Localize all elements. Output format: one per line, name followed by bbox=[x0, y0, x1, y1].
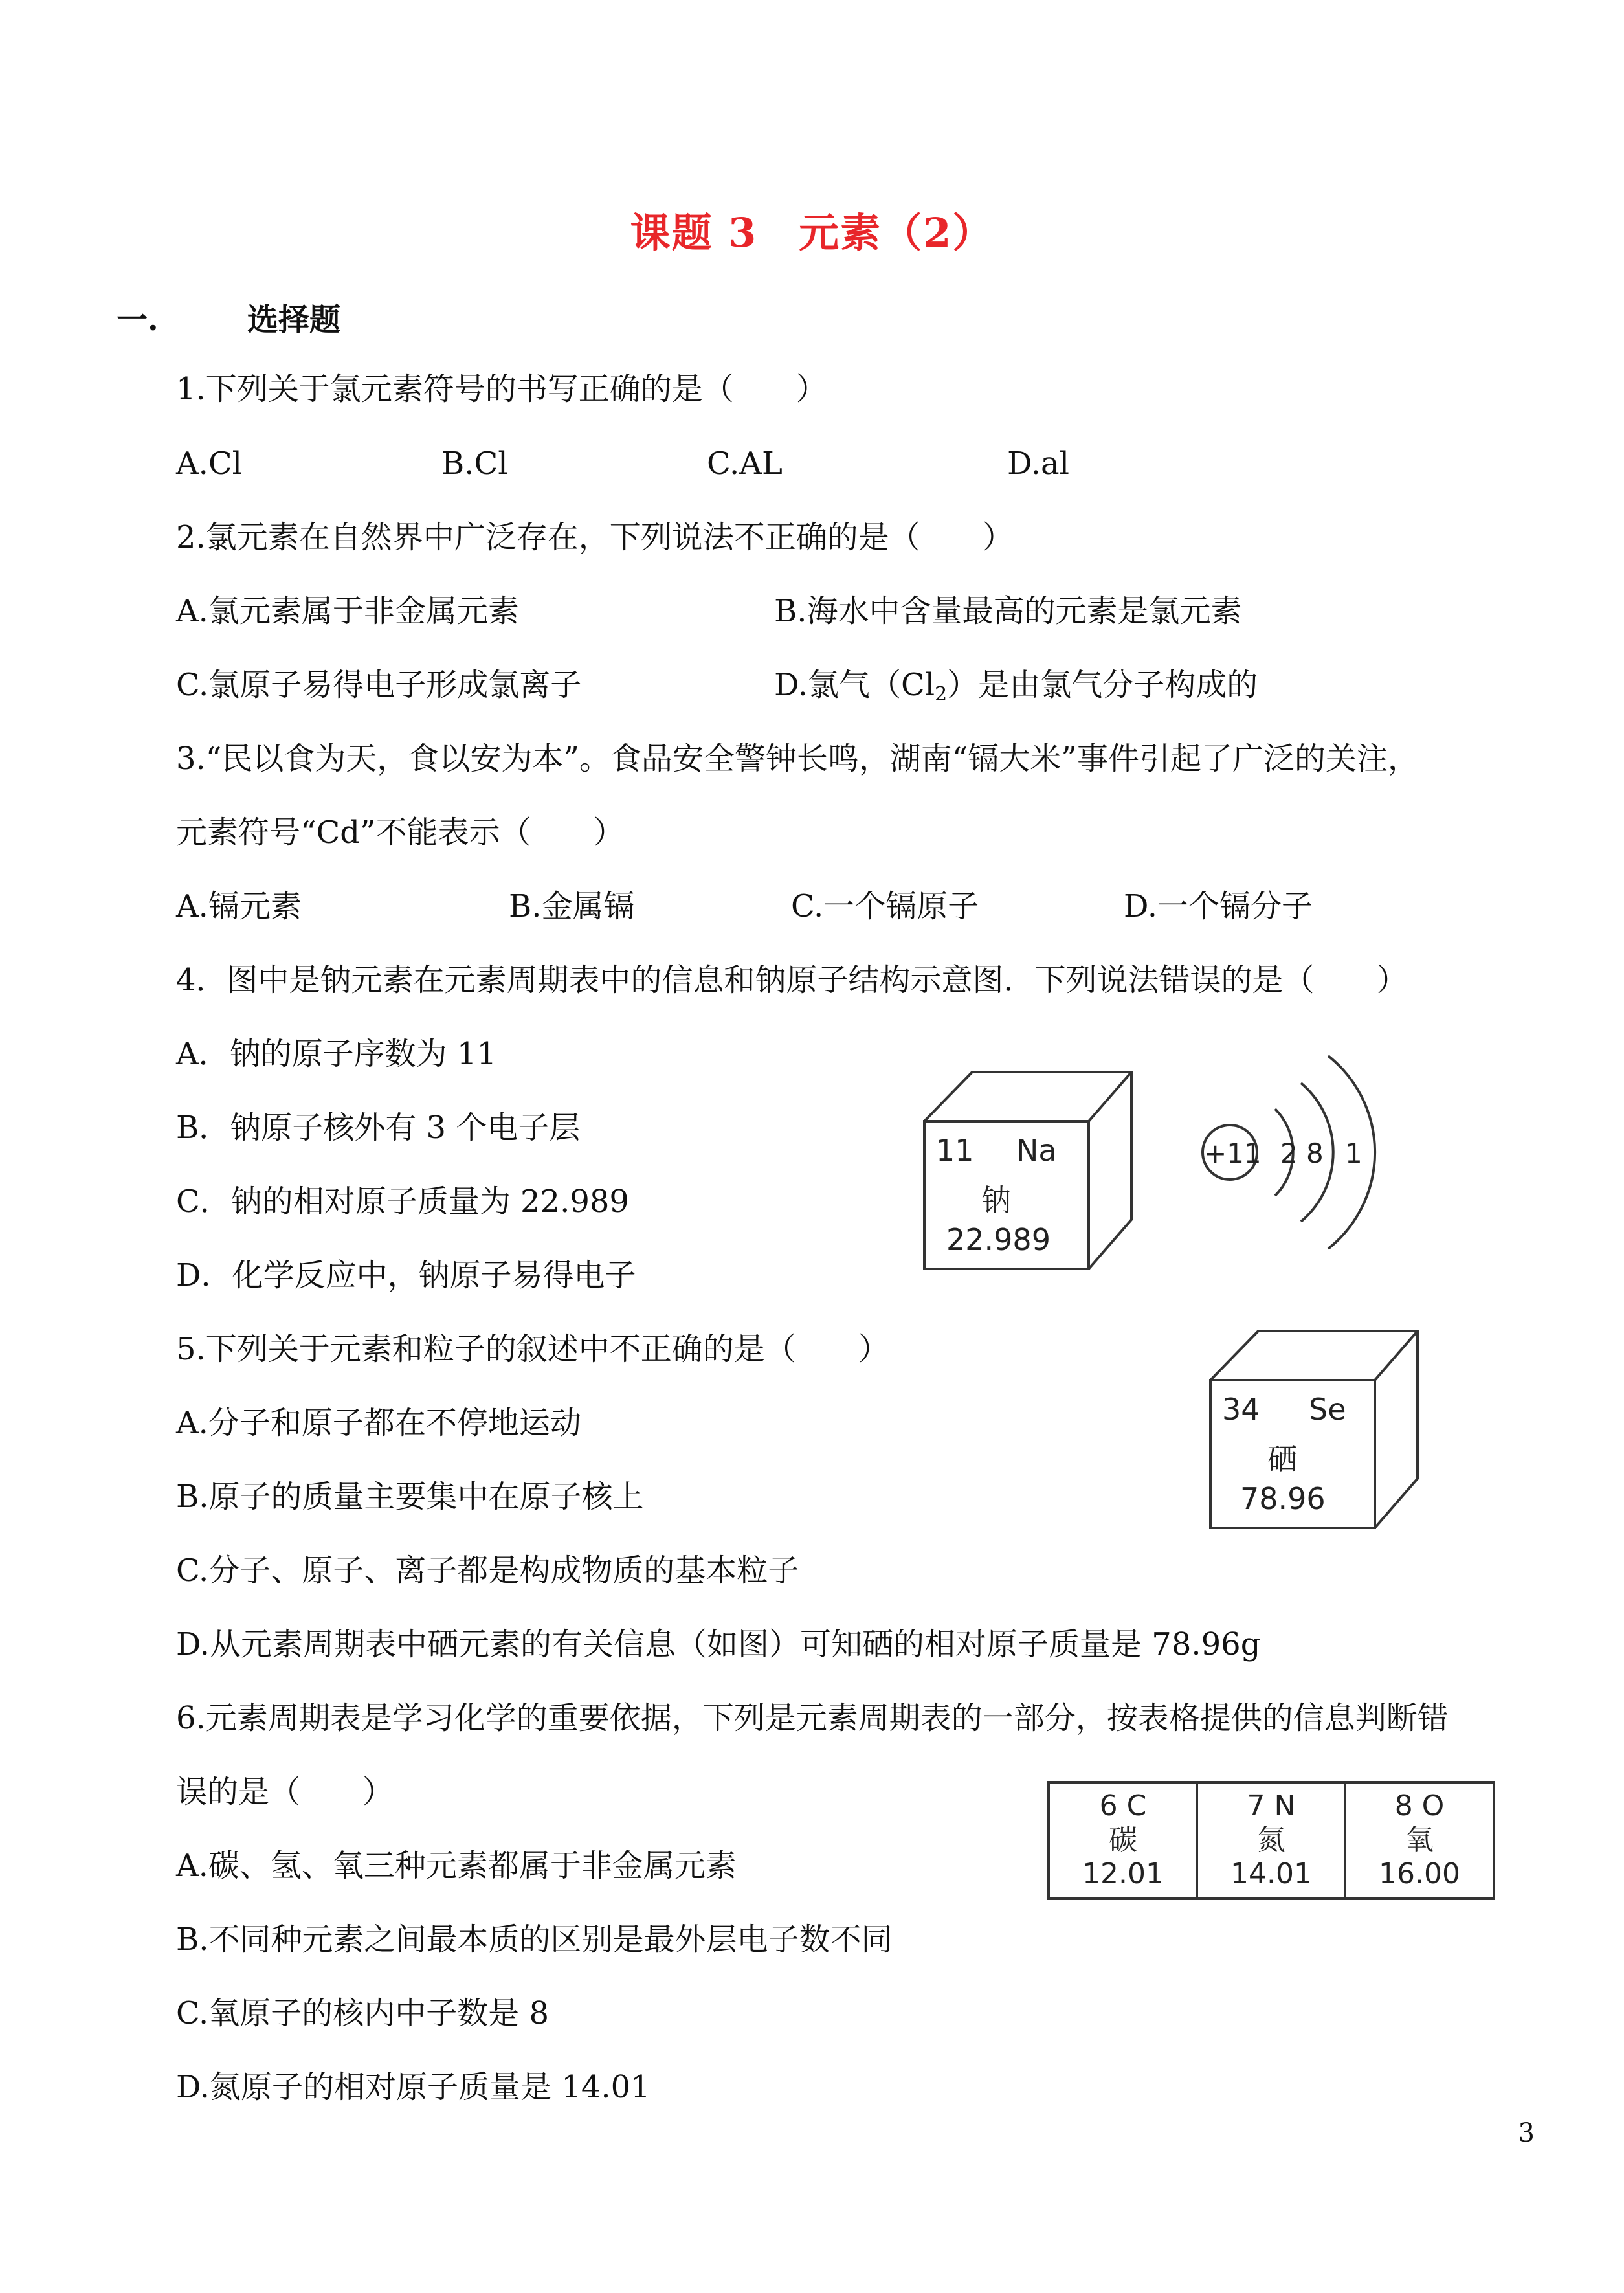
q1-option-b: B.Cl bbox=[441, 445, 508, 482]
atom-nucleus: +11 bbox=[1204, 1137, 1262, 1169]
q4-option-a: A．钠的原子序数为 11 bbox=[176, 1036, 497, 1072]
q6-stem-line2: 误的是（ ） bbox=[176, 1774, 394, 1810]
q6-option-b: B.不同种元素之间最本质的区别是最外层电子数不同 bbox=[176, 1921, 893, 1958]
q3-option-c: C.一个镉原子 bbox=[791, 888, 979, 924]
q3-option-b: B.金属镉 bbox=[509, 888, 635, 924]
q2-option-b: B.海水中含量最高的元素是氯元素 bbox=[774, 593, 1242, 629]
q5-option-d: D.从元素周期表中硒元素的有关信息（如图）可知硒的相对原子质量是 78.96g bbox=[176, 1626, 1261, 1662]
element-number: 34 bbox=[1222, 1392, 1260, 1427]
q1-option-a: A.Cl bbox=[176, 445, 242, 482]
q1-option-c: C.AL bbox=[707, 445, 783, 482]
element-name: 硒 bbox=[1267, 1442, 1297, 1477]
table-cell-oxygen: 8 O 氧 16.00 bbox=[1379, 1789, 1460, 1891]
element-mass: 22.989 bbox=[946, 1222, 1051, 1257]
q5-stem: 5.下列关于元素和粒子的叙述中不正确的是（ ） bbox=[176, 1331, 889, 1367]
periodic-table-excerpt bbox=[1047, 1781, 1495, 1900]
q3-stem-line1: 3.“民以食为天，食以安为本”。食品安全警钟长鸣，湖南“镉大米”事件引起了广泛的关注， bbox=[176, 741, 1419, 777]
q6-option-c: C.氧原子的核内中子数是 8 bbox=[176, 1995, 550, 2031]
shell-2-count: 8 bbox=[1306, 1137, 1324, 1169]
q5-option-b: B.原子的质量主要集中在原子核上 bbox=[176, 1479, 644, 1515]
q2-option-d: D.氯气$(Cl_2)$是由氯气分子构成的 bbox=[774, 667, 1258, 706]
element-mass: 78.96 bbox=[1240, 1481, 1326, 1516]
table-cell-nitrogen: 7 N 氮 14.01 bbox=[1198, 1784, 1346, 1897]
q3-stem-line2: 元素符号“Cd”不能表示（ ） bbox=[176, 814, 625, 851]
page-title: 课题 3 元素（2） bbox=[630, 209, 994, 256]
section-number: 一. bbox=[117, 302, 159, 338]
element-symbol: Se bbox=[1309, 1392, 1346, 1427]
q5-option-c: C.分子、原子、离子都是构成物质的基本粒子 bbox=[176, 1552, 799, 1589]
q1-stem: 1.下列关于氯元素符号的书写正确的是（ ） bbox=[176, 371, 827, 407]
element-symbol: Na bbox=[1016, 1133, 1057, 1168]
q6-option-a: A.碳、氢、氧三种元素都属于非金属元素 bbox=[176, 1848, 737, 1884]
q4-option-b: B．钠原子核外有 3 个电子层 bbox=[176, 1110, 581, 1146]
sodium-element-card bbox=[919, 1067, 1133, 1274]
q5-option-a: A.分子和原子都在不停地运动 bbox=[176, 1405, 581, 1441]
q2-stem: 2.氯元素在自然界中广泛存在，下列说法不正确的是（ ） bbox=[176, 519, 1014, 555]
q2-option-c: C.氯原子易得电子形成氯离子 bbox=[176, 667, 582, 703]
q3-option-a: A.镉元素 bbox=[176, 888, 302, 924]
sodium-atom-diagram bbox=[1178, 1033, 1398, 1253]
shell-1-count: 2 bbox=[1280, 1137, 1298, 1169]
q4-option-c: C．钠的相对原子质量为 22.989 bbox=[176, 1183, 629, 1220]
table-cell-carbon: 6 C 碳 12.01 bbox=[1050, 1784, 1198, 1897]
section-label: 选择题 bbox=[247, 302, 341, 338]
page-number: 3 bbox=[1518, 2118, 1535, 2148]
q6-stem-line1: 6.元素周期表是学习化学的重要依据，下列是元素周期表的一部分，按表格提供的信息判断错 bbox=[176, 1700, 1449, 1736]
q3-option-d: D.一个镉分子 bbox=[1124, 888, 1313, 924]
q6-option-d: D.氮原子的相对原子质量是 14.01 bbox=[176, 2069, 651, 2105]
q1-option-d: D.al bbox=[1007, 445, 1069, 482]
selenium-element-card bbox=[1205, 1326, 1419, 1533]
q4-stem: 4．图中是钠元素在元素周期表中的信息和钠原子结构示意图．下列说法错误的是（ ） bbox=[176, 962, 1408, 998]
element-number: 11 bbox=[936, 1133, 974, 1168]
shell-3-count: 1 bbox=[1345, 1137, 1363, 1169]
q4-option-d: D．化学反应中，钠原子易得电子 bbox=[176, 1257, 636, 1293]
element-name: 钠 bbox=[981, 1183, 1011, 1218]
q2-option-a: A.氯元素属于非金属元素 bbox=[176, 593, 519, 629]
